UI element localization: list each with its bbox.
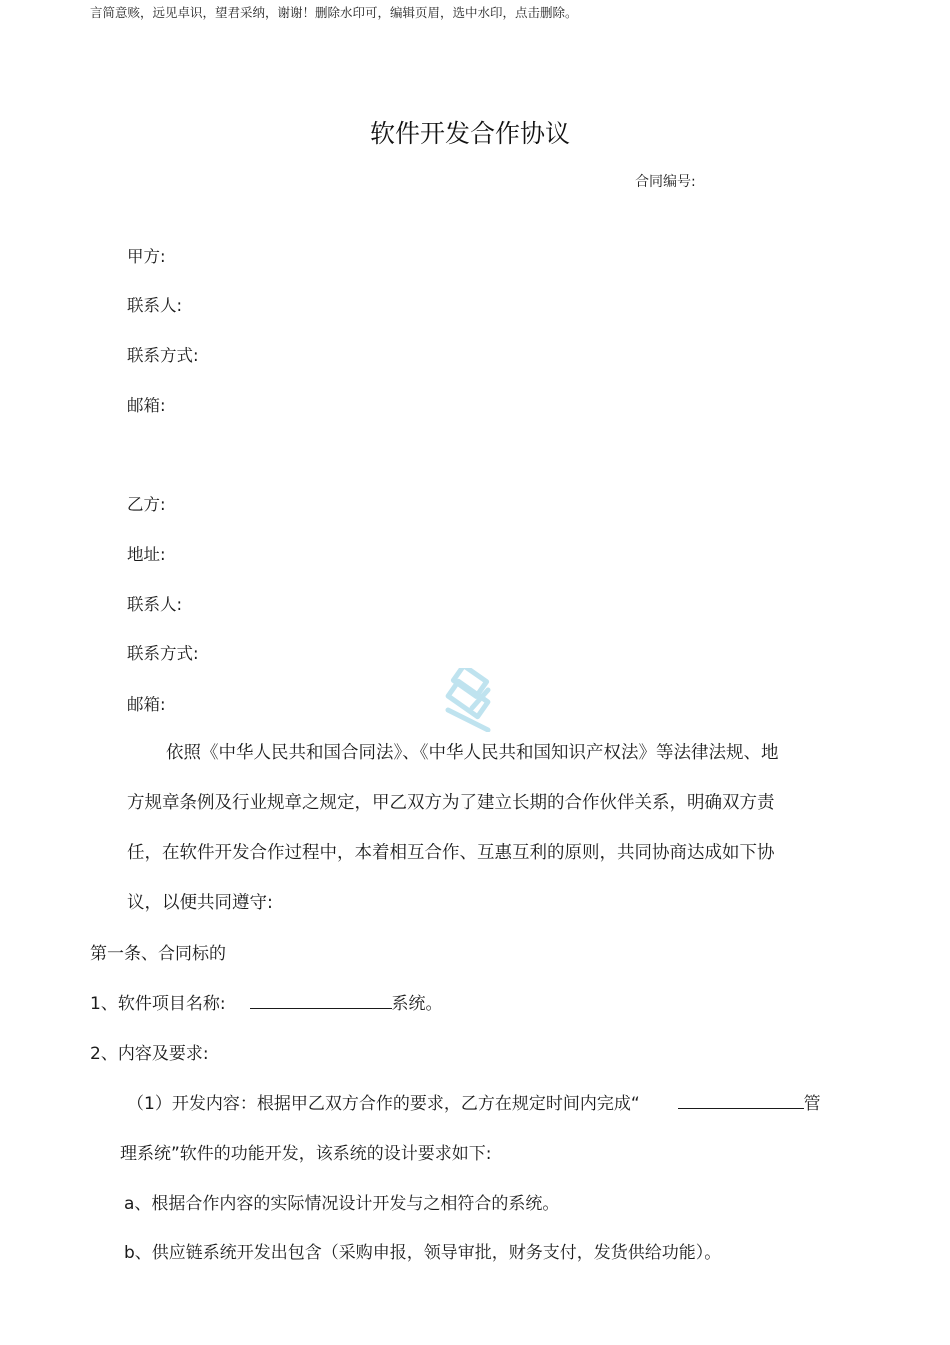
party-a-email-label: 邮箱:: [127, 396, 166, 415]
project-name-label: 1、软件项目名称:: [90, 994, 226, 1014]
watermark-logo: [432, 668, 516, 732]
development-content-line-2: 理系统”软件的功能开发，该系统的设计要求如下:: [120, 1144, 492, 1164]
party-a-label: 甲方:: [127, 247, 166, 266]
intro-line-4: 议，以便共同遵守:: [127, 893, 273, 913]
system-name-blank: [678, 1093, 804, 1109]
document-title: 软件开发合作协议: [369, 119, 570, 148]
article-1-heading: 第一条、合同标的: [90, 944, 226, 964]
project-name-suffix: 系统。: [391, 994, 443, 1014]
project-name-blank: [250, 993, 392, 1009]
party-b-email-label: 邮箱:: [127, 695, 166, 714]
header-note: 言简意赅，远见卓识，望君采纳，谢谢！删除水印可，编辑页眉，选中水印，点击删除。: [90, 5, 578, 20]
sub-item-development-content: [127, 1089, 821, 1114]
development-content-prefix: （1）开发内容：根据甲乙双方合作的要求，乙方在规定时间内完成“: [127, 1094, 640, 1114]
contract-number-label: 合同编号:: [635, 174, 696, 190]
intro-line-2: 方规章条例及行业规章之规定，甲乙双方为了建立长期的合作伙伴关系，明确双方责: [127, 793, 775, 813]
party-a-contact-label: 联系人:: [127, 296, 183, 315]
development-content-suffix: 管: [803, 1094, 821, 1114]
item-content-requirements: 2、内容及要求:: [90, 1044, 209, 1064]
intro-line-3: 任，在软件开发合作过程中，本着相互合作、互惠互利的原则，共同协商达成如下协: [127, 843, 775, 863]
requirement-b: b、供应链系统开发出包含（采购申报，领导审批，财务支付，发货供给功能）。: [124, 1243, 722, 1263]
party-b-phone-label: 联系方式:: [127, 644, 199, 663]
intro-line-1: 依照《中华人民共和国合同法》、《中华人民共和国知识产权法》等法律法规、地: [166, 743, 779, 763]
requirement-a: a、根据合作内容的实际情况设计开发与之相符合的系统。: [124, 1194, 560, 1214]
party-b-address-label: 地址:: [127, 545, 166, 564]
party-a-phone-label: 联系方式:: [127, 346, 199, 365]
item-project-name: [90, 989, 443, 1014]
party-b-label: 乙方:: [127, 495, 166, 514]
party-b-contact-label: 联系人:: [127, 595, 183, 614]
